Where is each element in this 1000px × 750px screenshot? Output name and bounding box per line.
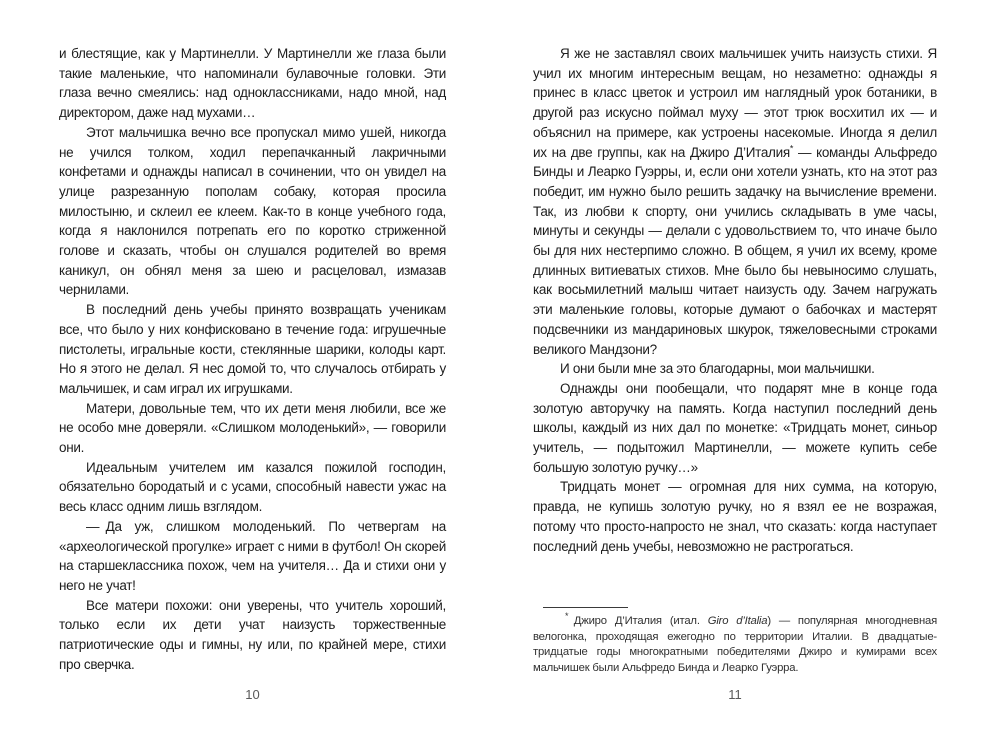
text-segment: Джиро Д’Италия (итал.: [573, 615, 708, 628]
text-segment: и блестящие, как у Мартинелли. У Мартинелли же глаза были такие маленькие, что напоминали булавочные головки. Эти глаза вечно смеялись: над одноклассниками, надо мной, над директором, даже над мухами…: [59, 46, 446, 121]
italic-text: Giro d’Italia: [707, 615, 768, 628]
page-right: [533, 44, 937, 750]
text-segment: Матери, довольные тем, что их дети меня любили, все же не особо мне доверяли. «Слишком молоденький», — говорили они.: [59, 400, 446, 456]
paragraph: [533, 477, 937, 556]
page-number-left: 10: [245, 687, 260, 702]
text-segment: Этот мальчишка вечно все пропускал мимо ушей, никогда не учился толком, ходил перепачканный лакричными конфетами и однажды написал в сочинении, что он увидел на улице разрезанную пополам собаку, которая просила милостыню, и склеил ее клеем. Как-то в конце учебного года, когда я наклонился потрепать его по коротко стриженной голове и сказать, чтобы он слушался родителей во время каникул, он обнял меня за шею и расцеловал, измазав чернилами.: [59, 124, 446, 298]
text-segment: ) — популярная многодневная велогонка, проходящая ежегодно по территории Италии. В двадцатые-тридцатые годы многократными победителями Джиро и кумирами всех мальчишек были Альфредо Бинда и Леарко Гуэрра.: [533, 615, 937, 674]
text-segment: И они были мне за это благодарны, мои мальчишки.: [560, 361, 875, 377]
paragraph: [59, 300, 446, 399]
text-segment: Все матери похожи: они уверены, что учитель хороший, только если их дети учат наизусть торжественные патриотические оды и гимны, ну или, по крайней мере, стихи про сверчка.: [59, 597, 446, 672]
text-segment: — команды Альфредо Бинды и Леарко Гуэрры, и, если они хотели узнать, кто на этот раз победит, им нужно было решить задачку на вычисление времени. Так, из любви к спорту, они учились складывать в уме часы, минуты и секунды — делали с удовольствием то, что иначе было бы для них нестерпимо сложно. В общем, я учил их всему, кроме длинных витиеватых стихов. Мне было бы невыносимо слушать, как восьмилетний малыш читает наизусть оду. Зачем нагружать эти маленькие головы, которые думают о бабочках и мастерят подсвечники из мандариновых шкурок, тяжеловесными строками великого Мандзони?: [533, 144, 937, 357]
page-left-text: [59, 44, 446, 675]
text-segment: В последний день учебы принято возвращать ученикам все, что было у них конфисковано в течение года: игрушечные пистолеты, игральные кости, стеклянные шарики, колоды карт. Но я этого не делал. Я нес домой то, что случалось отбирать у мальчишек, и сам играл их игрушками.: [59, 302, 446, 396]
text-segment: Я же не заставлял своих мальчишек учить наизусть стихи. Я учил их многим интересным вещам, но незаметно: однажды я принес в класс цветок и устроил им наглядный урок ботаники, в другой раз искусно поймал муху — этот трюк восхитил их — и объяснил на примере, как устроены насекомые. Иногда я делил их на две группы, как на Джиро Д’Италия: [533, 46, 937, 160]
paragraph: [59, 517, 446, 596]
page-left: [59, 44, 446, 750]
paragraph: [59, 44, 446, 123]
footnote: [533, 607, 937, 676]
page-number-right: 11: [728, 687, 742, 702]
paragraph: [59, 123, 446, 300]
text-segment: — Да уж, слишком молоденький. По четвергам на «археологической прогулке» играет с ними в футбол! Он скорей на старшеклассника похож, чем на учителя… Да и стихи они у него не учат!: [59, 518, 446, 593]
footnote-text: [533, 611, 937, 676]
paragraph: [59, 399, 446, 458]
page-right-text: [533, 44, 937, 556]
paragraph: [59, 596, 446, 675]
text-segment: Идеальным учителем им казался пожилой господин, обязательно бородатый и с усами, способный навести ужас на весь класс одним лишь взглядом.: [59, 459, 446, 515]
paragraph: [59, 458, 446, 517]
text-segment: Однажды они пообещали, что подарят мне в конце года золотую авторучку на память. Когда наступил последний день школы, каждый из них дал по монетке: «Тридцать монет, синьор учитель, — подытожил Мартинелли, — можете купить себе большую золотую ручку…»: [533, 380, 937, 475]
footnote-ref-mark: *: [789, 143, 794, 154]
paragraph: [533, 359, 937, 379]
footnote-ref-mark: *: [565, 611, 569, 622]
footnote-separator: [543, 607, 628, 608]
text-segment: Тридцать монет — огромная для них сумма, на которую, правда, не купишь золотую ручку, но я взял ее не возражая, потому что просто-напросто не знал, что сказать: когда наступает последний день учебы, невозможно не растрогаться.: [533, 479, 937, 554]
paragraph: [533, 379, 937, 478]
paragraph: [533, 44, 937, 359]
